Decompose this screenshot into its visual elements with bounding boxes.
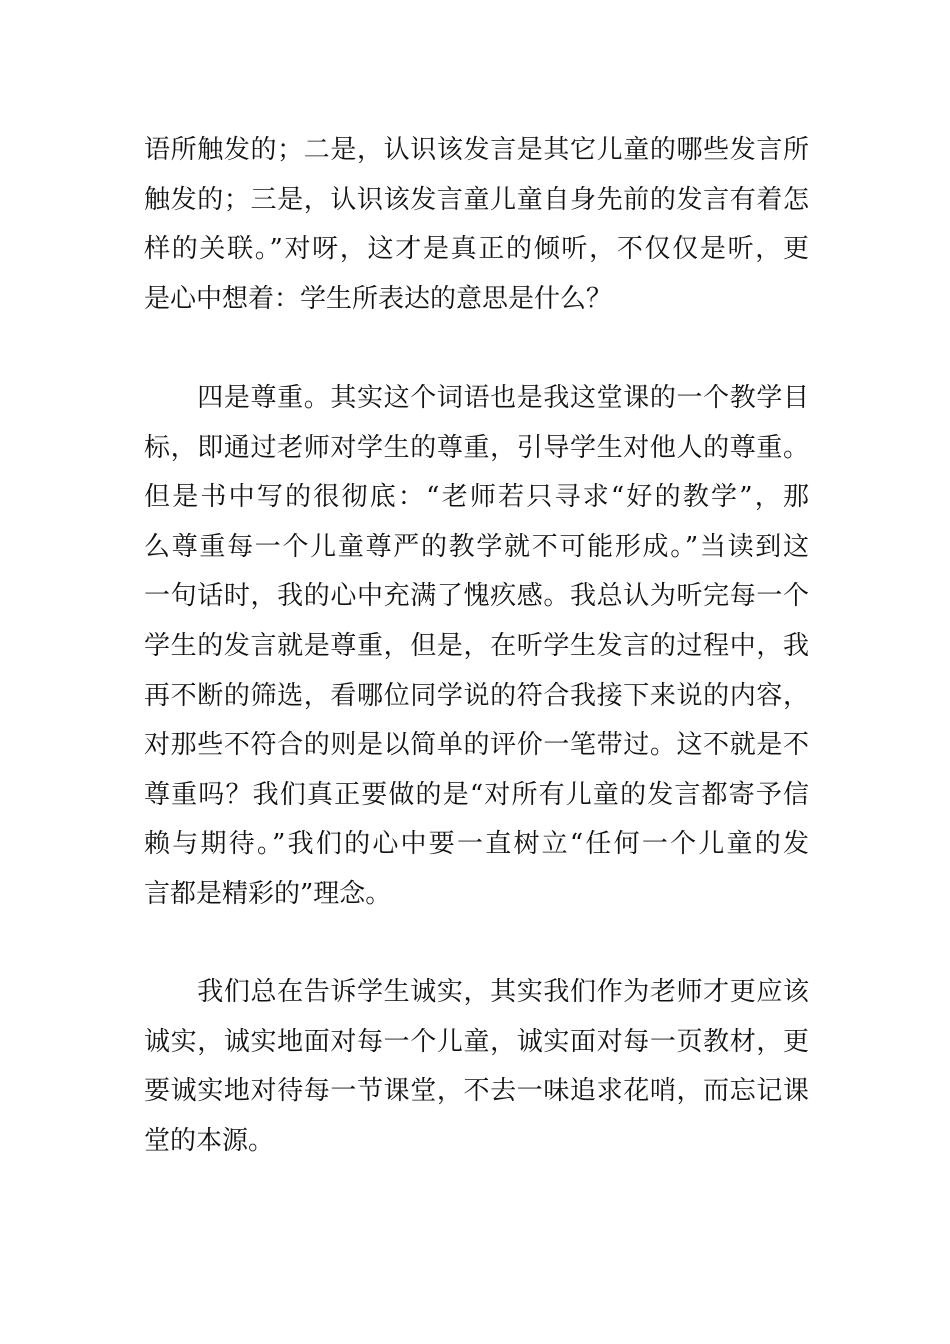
- text-line: 诚实，诚实地面对每一个儿童，诚实面对每一页教材，更: [144, 1026, 809, 1057]
- text-line: 四是尊重。其实这个词语也是我这堂课的一个教学目: [144, 383, 809, 413]
- text-line: 是心中想着：学生所表达的意思是什么？: [144, 283, 613, 314]
- text-line: 言都是精彩的”理念。: [144, 878, 392, 909]
- text-line: 触发的；三是，认识该发言童儿童自身先前的发言有着怎: [144, 184, 809, 215]
- text-line: 样的关联。”对呀，这才是真正的倾听，不仅仅是听，更: [144, 234, 809, 265]
- text-line: 一句话时，我的心中充满了愧疚感。我总认为听完每一个: [144, 581, 809, 612]
- paragraph-honesty: [144, 968, 809, 1166]
- text-line: 对那些不符合的则是以简单的评价一笔带过。这不就是不: [144, 730, 809, 761]
- paragraph-listening: [144, 126, 809, 324]
- text-line: 但是书中写的很彻底：“老师若只寻求“好的教学”，那: [144, 482, 809, 513]
- text-line: 么尊重每一个儿童尊严的教学就不可能形成。”当读到这: [144, 531, 809, 562]
- paragraph-respect: [144, 374, 809, 920]
- text-line: 标，即通过老师对学生的尊重，引导学生对他人的尊重。: [144, 432, 809, 463]
- text-line: 尊重吗？我们真正要做的是“对所有儿童的发言都寄予信: [144, 779, 809, 810]
- text-line: 我们总在告诉学生诚实，其实我们作为老师才更应该: [144, 977, 809, 1007]
- text-line: 赖与期待。”我们的心中要一直树立“任何一个儿童的发: [144, 829, 809, 860]
- text-line: 堂的本源。: [144, 1125, 275, 1156]
- text-line: 要诚实地对待每一节课堂，不去一味追求花哨，而忘记课: [144, 1076, 809, 1107]
- text-line: 语所触发的；二是，认识该发言是其它儿童的哪些发言所: [144, 135, 809, 165]
- text-line: 学生的发言就是尊重，但是，在听学生发言的过程中，我: [144, 630, 809, 661]
- text-line: 再不断的筛选，看哪位同学说的符合我接下来说的内容，: [144, 680, 809, 711]
